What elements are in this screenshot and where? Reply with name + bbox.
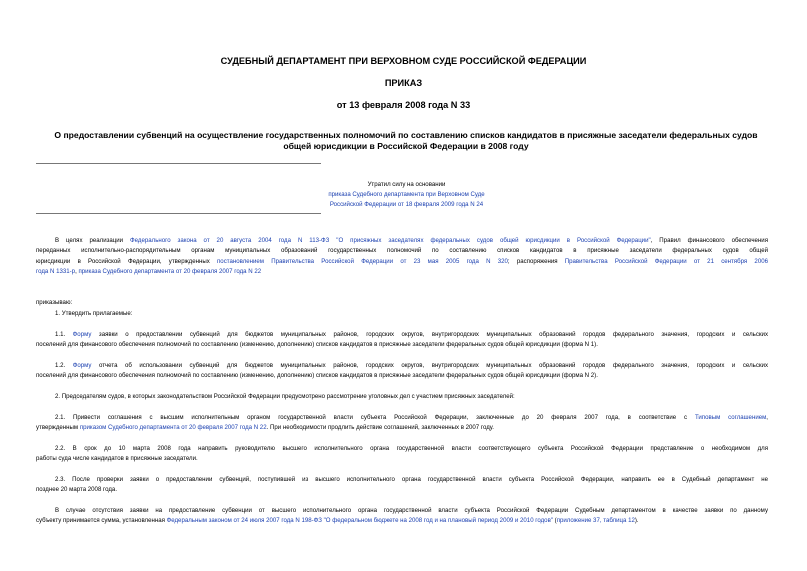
text-run: заявки о предоставлении субвенций для бюджетов муниципальных районов, городских округов, внутригородских муниципальных образований городов федерального значения, городских и сельских [91, 331, 768, 338]
repeal-order-link-line-1[interactable]: приказа Судебного департамента при Верховном Суде [328, 191, 485, 198]
repeal-order-link[interactable] [300, 190, 513, 210]
text-line: позднее 20 марта 2008 года. [36, 486, 118, 494]
law-113-fz-link[interactable]: Федерального закона от 20 августа 2004 года N 113-ФЗ "О присяжных заседателях федеральных судов общей юрисдикции в Российской Федерации" [130, 237, 651, 244]
divider-top [36, 163, 321, 164]
item-2-3 [36, 475, 768, 496]
text-run: субъекту принимается сумма, установленная [36, 517, 167, 525]
text-run: ; распоряжения [507, 257, 565, 265]
department-heading: СУДЕБНЫЙ ДЕПАРТАМЕНТ ПРИ ВЕРХОВНОМ СУДЕ РОССИЙСКОЙ ФЕДЕРАЦИИ [220, 56, 587, 66]
text-line: 2.2. В срок до 10 марта 2008 года направить руководителю высшего исполнительного органа государственной власти соответствующего субъекта Российской Федерации представление о необходимом для [55, 445, 768, 452]
text-line: переданных исполнительно-распорядительным органам муниципальных образований государственных полномочий по составлению списков кандидатов в присяжные заседатели федеральных судов общей [36, 247, 768, 255]
repeal-order-link-line-2[interactable]: Российской Федерации от 18 февраля 2009 года N 24 [329, 201, 484, 208]
resolution-320-link[interactable]: постановлением Правительства Российской Федерации от 23 мая 2005 года N 320 [217, 257, 508, 265]
title-line-2: общей юрисдикции в Российской Федерации в 2008 году [283, 141, 529, 151]
text-run: юрисдикции в Российской Федерации, утвержденных [36, 257, 217, 265]
order-22-link-2[interactable]: приказом Судебного департамента от 20 февраля 2007 года N 22 [79, 424, 267, 432]
document-title [36, 130, 776, 152]
doc-date-heading: от 13 февраля 2008 года N 33 [336, 100, 471, 110]
order-22-link[interactable]: приказа Судебного департамента от 20 февраля 2007 года N 22 [78, 268, 262, 276]
item-2-2 [36, 444, 768, 465]
text-line: В случае отсутствия заявки на предоставление субвенции от высшего исполнительного органа государственной власти субъекта Российской Федерации Судебным департаментом в качестве заявки по данному [55, 507, 768, 514]
text-run: 1.2. [55, 362, 73, 369]
form-1-link[interactable]: Форму [72, 331, 92, 338]
order-1331r-link[interactable]: Правительства Российской Федерации от 21 сентября 2006 [564, 257, 768, 265]
text-run: В целях реализации [55, 237, 131, 244]
text-run: 1.1. [55, 331, 73, 338]
appendix-37-link[interactable]: приложение 37, таблица 12 [556, 517, 635, 525]
item-1-1 [36, 330, 768, 351]
law-198-fz-link[interactable]: Федеральным законом от 24 июля 2007 года N 198-ФЗ "О федеральном бюджете на 2008 год и на плановый период 2009 и 2010 годов" [166, 517, 553, 525]
text-line: поселений для финансового обеспечения полномочий по составлению (изменению, дополнению) списков кандидатов в присяжные заседатели федеральных судов общей юрисдикции (форма N 1). [36, 341, 598, 349]
text-run: . При необходимости продлить действие соглашений, заключенных в 2007 году. [266, 424, 494, 432]
text-run: ( [552, 517, 557, 525]
item-1-2 [36, 361, 768, 382]
subvention-absence-paragraph [36, 506, 768, 527]
text-line: работы суда числе кандидатов в присяжные заседатели. [36, 455, 198, 463]
title-line-1: О предоставлении субвенций на осуществление государственных полномочий по составлению списков кандидатов в присяжные заседатели федеральных судов [54, 130, 758, 140]
text-run: отчета об использовании субвенций для бюджетов муниципальных районов, городских округов, внутригородских муниципальных образований городов федерального значения, городских и сельских [91, 362, 768, 369]
text-run: , [75, 268, 79, 276]
divider-bottom [36, 213, 321, 214]
item-2-1 [36, 413, 768, 434]
text-run: ). [634, 517, 639, 525]
order-1331r-link-cont[interactable]: года N 1331-р [36, 268, 76, 276]
status-note-text: Утратил силу на основании [367, 181, 446, 188]
preamble-paragraph [36, 236, 768, 278]
form-2-link[interactable]: Форму [72, 362, 92, 369]
text-run: , Правил финансового обеспечения [650, 237, 768, 244]
text-line: 2.3. После проверки заявки о предоставлении субвенций, поступившей из высшего исполнительного органа государственной власти субъекта Российской Федерации, направить ее в Судебный департамент не [55, 476, 768, 483]
item-1: 1. Утвердить прилагаемые: [55, 310, 133, 317]
doc-type-heading: ПРИКАЗ [384, 78, 423, 88]
orders-word: приказываю: [36, 299, 73, 306]
text-line: поселений для финансового обеспечения полномочий по составлению (изменению, дополнению) списков кандидатов в присяжные заседатели федеральных судов общей юрисдикции (форма N 2). [36, 372, 598, 380]
standard-agreement-link[interactable]: Типовым соглашением [694, 414, 767, 421]
text-run: 2.1. Привести соглашения с высшим исполнительным органом государственной власти субъекта Российской Федерации, заключенные до 20 февраля 2007 года, в соответствие с [55, 414, 695, 421]
status-note [300, 180, 513, 210]
text-run: , [766, 414, 768, 421]
text-run: утвержденным [36, 424, 80, 432]
item-2: 2. Председателям судов, в которых законодательством Российской Федерации предусмотрено рассмотрение уголовных дел с участием присяжных заседателей: [55, 393, 515, 400]
